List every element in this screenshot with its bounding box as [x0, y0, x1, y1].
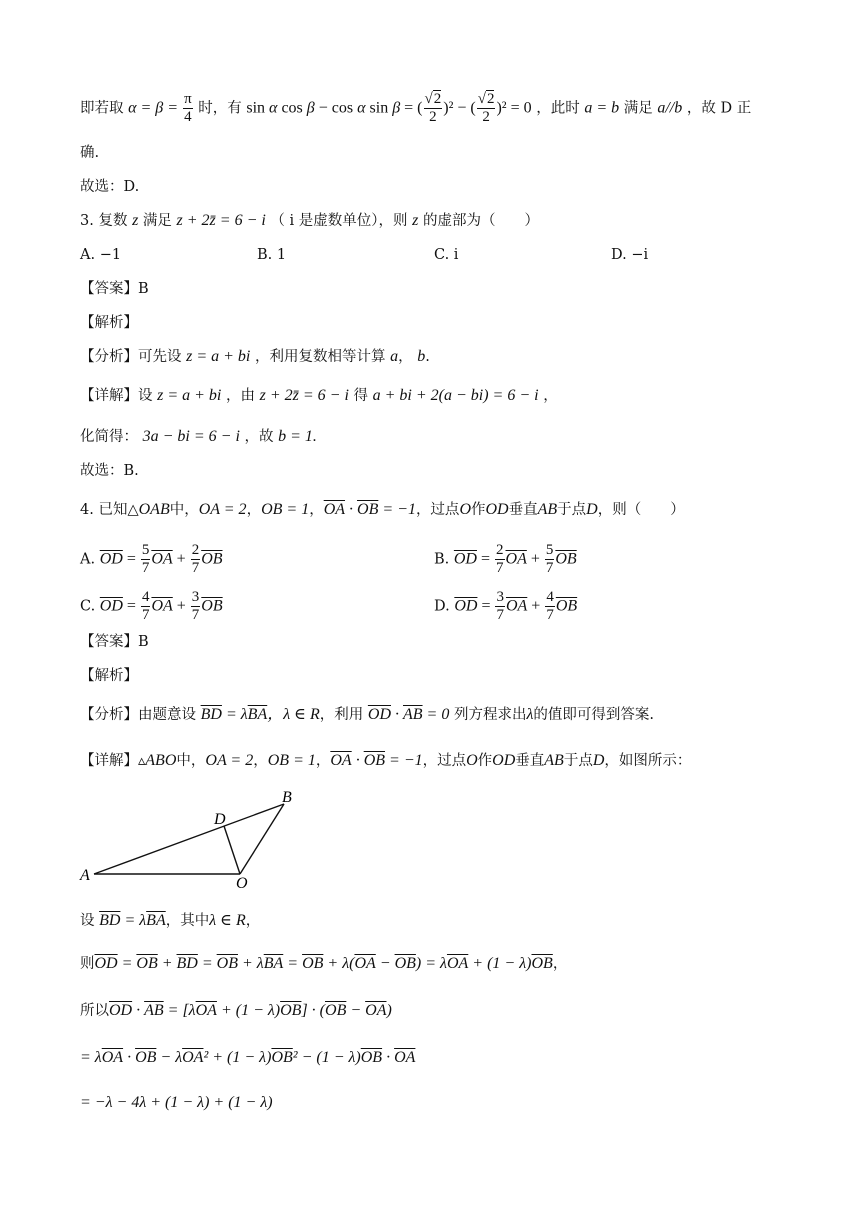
equation: a + bi + 2(a − bi) = 6 − i: [372, 387, 539, 404]
vec: $\overline{OD}$: [94, 955, 118, 972]
den: 7: [141, 607, 150, 623]
equation: z + 2z̄ = 6 − i: [259, 387, 349, 404]
label: D.: [434, 598, 450, 615]
segment-ab: AB: [544, 752, 564, 769]
text: 3. 复数: [80, 213, 128, 229]
q4-option-b: [434, 543, 577, 576]
text: ，: [246, 502, 262, 518]
frac: [495, 590, 505, 623]
den: 2: [429, 109, 437, 125]
den: 7: [546, 607, 554, 623]
text: （ i 是虚数单位），则: [270, 213, 408, 229]
point-o: O: [466, 752, 478, 769]
vec-oa: $\overline{OA}$: [505, 597, 528, 615]
rad: 2: [486, 91, 495, 107]
vec: $\overline{OB}$: [216, 955, 238, 972]
q4-so: [80, 1001, 392, 1021]
text: 则: [80, 956, 95, 972]
eq: =: [477, 597, 495, 615]
text: ，利用复数相等计算: [254, 349, 386, 365]
equation: OA = 2: [198, 501, 247, 518]
vec: $\overline{OA}$: [101, 1049, 124, 1066]
text: ，: [253, 753, 268, 769]
vec: $\overline{OD}$: [109, 1002, 133, 1019]
expansion: = $\lambda\overline{OA} \cdot \overline{OB} - \lambda\overline{OA}^2 + (1 - \lambda)\overline{OB}^2 - (1 - \lambda)\overline{OB} \cdot \overline{OA}$: [80, 1049, 416, 1066]
text: ，: [315, 753, 331, 769]
q4-fenxi: [80, 705, 654, 725]
text: ，: [398, 349, 413, 365]
rad: 2: [433, 91, 442, 107]
bd-eq-lambda-ba: $\overline{BD} = \lambda\overline{BA}$: [200, 706, 268, 723]
q3-choose: 故选：B.: [80, 463, 139, 479]
dot-product: $\overline{OA} \cdot \overline{OB} = -1$: [330, 752, 423, 769]
text: ，由: [225, 388, 255, 404]
sqrt2-over-2: [477, 92, 496, 125]
point-o: O: [459, 501, 471, 518]
frac: [191, 590, 201, 623]
q3-option-d: D. −i: [611, 247, 649, 263]
text: 【分析】可先设: [80, 349, 182, 365]
vec: $\overline{BA}$: [247, 706, 268, 723]
num: 2: [191, 542, 200, 558]
num: √2: [477, 91, 495, 107]
vec: $\overline{OB}$: [280, 1002, 302, 1019]
text: 得: [353, 388, 368, 404]
triangle-oab: OAB: [138, 501, 170, 518]
choose-d: 故选：D.: [80, 179, 140, 195]
var-b: b: [417, 348, 426, 365]
plus: +: [172, 550, 190, 568]
q3-option-b: B. 1: [257, 247, 287, 263]
num: √2: [424, 91, 442, 107]
num: 2: [496, 542, 504, 558]
alpha-beta-eq: α = β =: [128, 99, 183, 117]
text: 满足: [142, 213, 172, 229]
vec-oa: $\overline{OA}$: [151, 597, 173, 615]
vec: $\overline{OB}$: [136, 955, 158, 972]
vec: $\overline{OA}$: [365, 1002, 387, 1019]
label: C.: [80, 598, 96, 615]
sin-cos-expr: sin α cos β − cos α sin β = (: [246, 99, 423, 117]
label-a: A: [80, 867, 90, 884]
text: 中，: [176, 753, 206, 769]
q4-option-d: [434, 590, 577, 623]
q4-answer: 【答案】B: [80, 634, 149, 650]
vec-od: $\overline{OD}$: [454, 597, 478, 615]
square-minus: )² − (: [443, 99, 476, 117]
text: ，利用: [319, 707, 364, 723]
lambda-in-r: λ ∈ R: [209, 912, 246, 929]
vec: $\overline{OA}$: [182, 1049, 204, 1066]
vec-oa: $\overline{OA}$: [505, 550, 527, 568]
text: ，故: [244, 429, 274, 445]
q3-answer: 【答案】B: [80, 281, 149, 297]
dot-product: $\overline{OA} \cdot \overline{OB} = -1$: [323, 501, 416, 518]
num: 3: [496, 589, 504, 605]
num: 5: [141, 542, 150, 558]
equation: z + 2z̄ = 6 − i: [176, 212, 266, 229]
segment-o-d: [224, 826, 240, 874]
den: 7: [141, 560, 150, 576]
q3-analysis-label: 【解析】: [80, 315, 138, 331]
segment-od: OD: [492, 752, 516, 769]
text: ，故 D 正: [686, 100, 752, 117]
text: ，: [245, 913, 261, 929]
text: 所以: [80, 1003, 109, 1019]
text: 作: [471, 502, 486, 518]
eq: =: [122, 550, 140, 568]
vector-parallel: a//b: [657, 99, 683, 117]
vec: $\overline{OA}$: [195, 1002, 217, 1019]
eq: =: [122, 597, 140, 615]
text: 【详解】设: [80, 388, 153, 404]
vec-ob: $\overline{OB}$: [555, 550, 577, 568]
equation: z = a + bi: [157, 387, 222, 404]
text: ，此时: [536, 100, 580, 117]
vec-od: $\overline{OD}$: [99, 550, 123, 568]
vec-ob: $\overline{OB}$: [201, 550, 223, 568]
q3-fenxi: [80, 347, 430, 367]
triangle-figure: [78, 786, 298, 896]
text: 即若取: [80, 100, 124, 117]
vec: $\overline{OA}$: [330, 752, 352, 769]
vec: $\overline{OA}$: [394, 1049, 416, 1066]
od-dot-ab-expansion: $\overline{OD} \cdot \overline{AB} = [\lambda\overline{OA} + (1 - \lambda)\overline{OB}] \cdot (\overline{OB} - \overline{OA})$: [109, 1002, 392, 1019]
var-z: z: [132, 212, 139, 229]
point-d: D: [592, 752, 605, 769]
segment-ab: AB: [537, 501, 558, 518]
lambda-in-r: ，λ ∈ R: [267, 706, 320, 723]
q4-option-c: [80, 590, 223, 623]
vec: $\overline{AB}$: [403, 706, 423, 723]
vec: $\overline{OB}$: [360, 1049, 383, 1066]
four: 4: [184, 109, 192, 125]
segment-od: OD: [485, 501, 509, 518]
text: 垂直: [508, 502, 538, 518]
text: 时，有: [198, 100, 242, 117]
vec: $\overline{OB}$: [531, 955, 553, 972]
vec: $\overline{OB}$: [363, 752, 386, 769]
od-expansion: $\overline{OD} = \overline{OB} + \overline{BD} = \overline{OB} + \lambda\overline{BA} = \overline{OB} + \lambda(\overline{OA} - \overline{OB}) = \lambda\overline{OA} + (1 - \lambda)\overline{OB}$: [94, 955, 553, 972]
q3-detail: [80, 386, 558, 406]
point-d: D: [586, 501, 598, 518]
q4-detail: [80, 751, 691, 771]
text: 于点: [563, 753, 593, 769]
plus: +: [526, 550, 544, 568]
segment-a-b: [94, 804, 284, 874]
vec: $\overline{BD}$: [99, 912, 121, 929]
text: ，过点: [422, 753, 467, 769]
od-dot-ab-zero: $\overline{OD} \cdot \overline{AB} = 0$: [367, 706, 450, 723]
pi: π: [184, 91, 192, 107]
solution-line-1: [80, 92, 751, 125]
vec-oa: $\overline{OA}$: [151, 550, 173, 568]
vec: $\overline{OA}$: [446, 955, 469, 972]
frac: [141, 543, 151, 576]
pi-over-4: [183, 92, 193, 125]
equation: 3a − bi = 6 − i: [142, 428, 240, 445]
var-lambda: λ: [526, 706, 534, 723]
q4-then: 则$\overline{OD} = \overline{OB} + \overline{BD} = \overline{OB} + \lambda\overline{BA} = \overline{OB} + \lambda(\overline{OA} - \overline{OB}) = \lambda\overline{OA} + (1 - \lambda)\overline{OB}$，: [80, 955, 568, 972]
frac: [191, 543, 201, 576]
text: 【详解】▵: [80, 753, 146, 769]
plus: +: [172, 597, 190, 615]
text: 列方程求出: [453, 707, 527, 723]
text: ，: [309, 502, 324, 518]
den: 2: [482, 109, 490, 125]
sqrt2-over-2: [424, 92, 443, 125]
question-3-stem: [80, 211, 539, 231]
vec: $\overline{BA}$: [146, 912, 166, 929]
square-eq-zero: )² = 0: [496, 99, 532, 117]
label: A.: [80, 551, 96, 568]
vec-od: $\overline{OD}$: [99, 597, 123, 615]
num: 5: [545, 542, 554, 558]
triangle-abo: ABO: [145, 752, 177, 769]
text: 【分析】由题意设: [80, 707, 196, 723]
q3-simplify: [80, 427, 317, 447]
vec-od: $\overline{OD}$: [453, 550, 477, 568]
text: ，如图所示：: [604, 753, 692, 769]
frac: [495, 543, 505, 576]
text: 于点: [557, 502, 587, 518]
vec: $\overline{OA}$: [323, 501, 346, 518]
var-a: a: [390, 348, 399, 365]
den: 7: [496, 607, 504, 623]
text: 的值即可得到答案.: [533, 707, 654, 723]
var-z: z: [412, 212, 419, 229]
question-4-stem: [80, 500, 685, 520]
vec: $\overline{BA}$: [263, 955, 284, 972]
text: ，其中: [165, 913, 210, 929]
frac: [545, 590, 555, 623]
q3-option-a: A. −1: [80, 247, 122, 263]
vec: $\overline{OD}$: [367, 706, 391, 723]
vec: $\overline{BD}$: [176, 955, 198, 972]
equation: OB = 1: [261, 501, 310, 518]
den: 7: [496, 560, 504, 576]
q4-analysis-label: 【解析】: [80, 668, 138, 684]
plus: +: [527, 597, 545, 615]
den: 7: [545, 560, 554, 576]
text: 中，: [169, 502, 199, 518]
num: 4: [141, 589, 150, 605]
text: ，则（ ）: [597, 502, 685, 518]
vec-ob: $\overline{OB}$: [555, 597, 578, 615]
text: 垂直: [515, 753, 545, 769]
eq: =: [476, 550, 495, 568]
label: B.: [434, 551, 450, 568]
vec: $\overline{OB}$: [302, 955, 324, 972]
frac: [545, 543, 555, 576]
vec: $\overline{OB}$: [357, 501, 379, 518]
vec: $\overline{OB}$: [325, 1002, 347, 1019]
frac: [141, 590, 151, 623]
q3-option-c: C. i: [434, 247, 459, 263]
label-o: O: [236, 875, 248, 892]
equation: b = 1.: [278, 428, 317, 445]
text: 4. 已知△: [80, 502, 139, 518]
equation: OB = 1: [267, 752, 316, 769]
segment-o-b: [240, 804, 284, 874]
q4-option-a: [80, 543, 223, 576]
text: 作: [477, 753, 493, 769]
label-d: D: [214, 811, 226, 828]
den: 7: [191, 560, 200, 576]
num: 3: [191, 589, 200, 605]
vector-a-eq-b: a = b: [584, 99, 620, 117]
text: .: [425, 349, 430, 365]
vec: $\overline{OB}$: [394, 955, 416, 972]
vec: $\overline{OB}$: [271, 1049, 293, 1066]
solution-line-2: 确.: [80, 145, 100, 161]
bd-eq-lambda-ba: $\overline{BD} = \lambda\overline{BA}$: [99, 912, 166, 929]
text: ，过点: [415, 502, 460, 518]
q4-eq-line-1: [80, 1048, 415, 1068]
vec: $\overline{OB}$: [135, 1049, 157, 1066]
text: ，: [543, 388, 558, 404]
text: 的虚部为（ ）: [422, 213, 539, 229]
vec: $\overline{BD}$: [200, 706, 222, 723]
vec-ob: $\overline{OB}$: [201, 597, 223, 615]
vec: $\overline{AB}$: [144, 1002, 164, 1019]
den: 7: [191, 607, 200, 623]
equation: z = a + bi: [186, 348, 251, 365]
text: 化简得：: [80, 429, 138, 445]
text: 设: [80, 913, 95, 929]
label-b: B: [282, 789, 292, 806]
num: 4: [546, 589, 554, 605]
vec: $\overline{OA}$: [354, 955, 376, 972]
text: 满足: [623, 100, 653, 117]
q4-set: [80, 911, 260, 931]
equation: OA = 2: [205, 752, 254, 769]
q4-eq-line-2: = −λ − 4λ + (1 − λ) + (1 − λ): [80, 1094, 273, 1111]
